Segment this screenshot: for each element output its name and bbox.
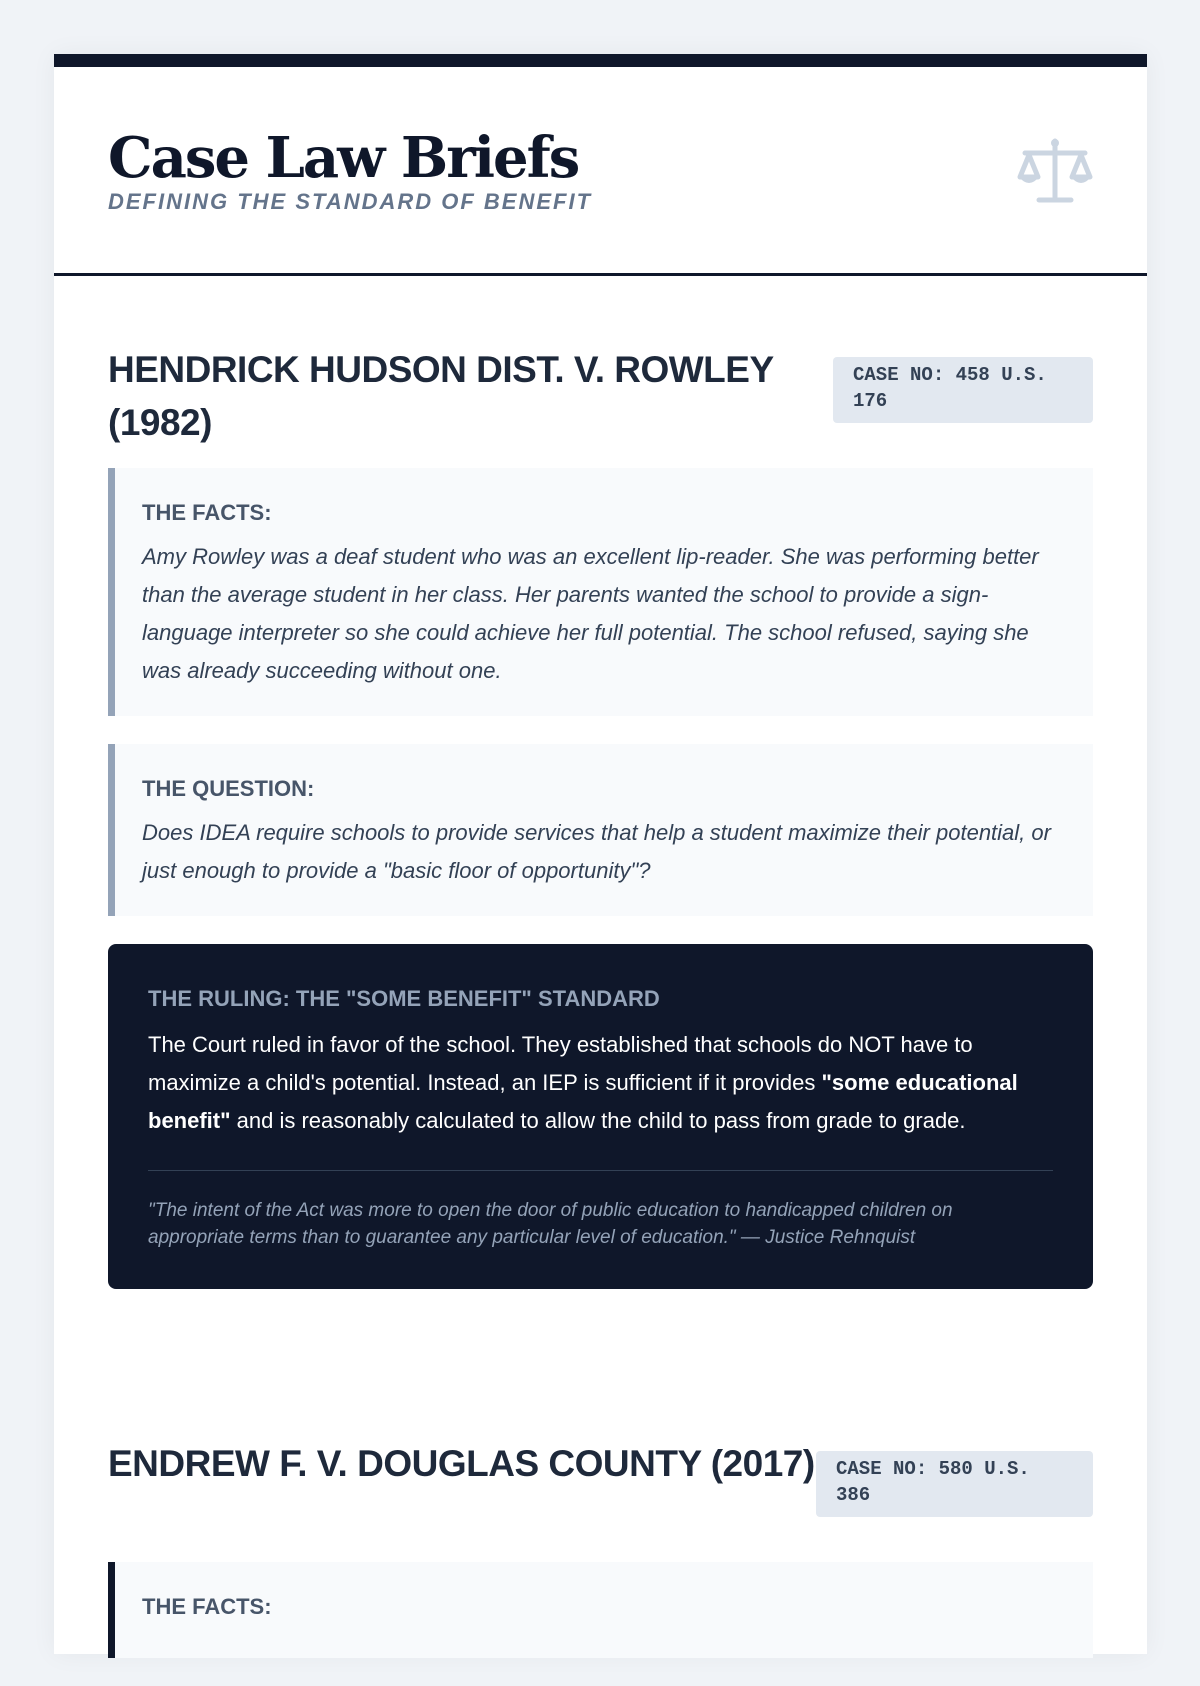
question-text: Does IDEA require schools to provide services that help a student maximize their potential, or just enough to provide a "basic floor of opportunity"?: [142, 820, 1051, 883]
case-number-badge: CASE NO: 580 U.S. 386: [816, 1451, 1093, 1517]
case-endrew: [108, 1437, 1093, 1686]
question-panel: [108, 744, 1093, 916]
facts-panel: [108, 1562, 1093, 1658]
question-label: THE QUESTION:: [142, 776, 315, 801]
page-title: Case Law Briefs: [108, 125, 579, 191]
facts-label: THE FACTS:: [142, 500, 272, 525]
facts-panel: [108, 468, 1093, 716]
case-title: HENDRICK HUDSON DIST. V. ROWLEY (1982): [108, 349, 773, 443]
ruling-text-part-2: and is reasonably calculated to allow the child to pass from grade to grade.: [230, 1108, 966, 1133]
facts-label: THE FACTS:: [142, 1594, 272, 1619]
ruling-divider: [148, 1170, 1053, 1171]
case-number-badge: CASE NO: 458 U.S. 176: [833, 357, 1093, 423]
ruling-panel: [108, 944, 1093, 1289]
case-rowley: [108, 343, 1093, 1289]
justice-quote: "The intent of the Act was more to open the door of public education to handicapped children on appropriate terms than to guarantee any particular level of education." — Justice Rehnquist: [148, 1200, 953, 1248]
ruling-text-part-1: The Court ruled in favor of the school. They established that schools do NOT have to maximize a child's potential. Instead, an IEP is sufficient if it provides: [148, 1032, 973, 1095]
page-subtitle: DEFINING THE STANDARD OF BENEFIT: [108, 189, 593, 214]
ruling-text: [148, 1026, 1053, 1140]
case-title: ENDREW F. V. DOUGLAS COUNTY (2017): [108, 1443, 815, 1484]
facts-text: Amy Rowley was a deaf student who was an excellent lip-reader. She was performing better than the average student in her class. Her parents wanted the school to provide a sign-language interpreter so she could achieve her full potential. The school refused, saying she was already succeeding without one.: [142, 544, 1039, 683]
ruling-standard-emphasis: "some educational benefit": [148, 1070, 1018, 1133]
ruling-label: THE RULING: THE "SOME BENEFIT" STANDARD: [148, 986, 660, 1011]
page-header: [54, 67, 1147, 276]
brief-sheet: [54, 54, 1147, 1654]
scales-of-justice-icon: [1017, 137, 1093, 205]
